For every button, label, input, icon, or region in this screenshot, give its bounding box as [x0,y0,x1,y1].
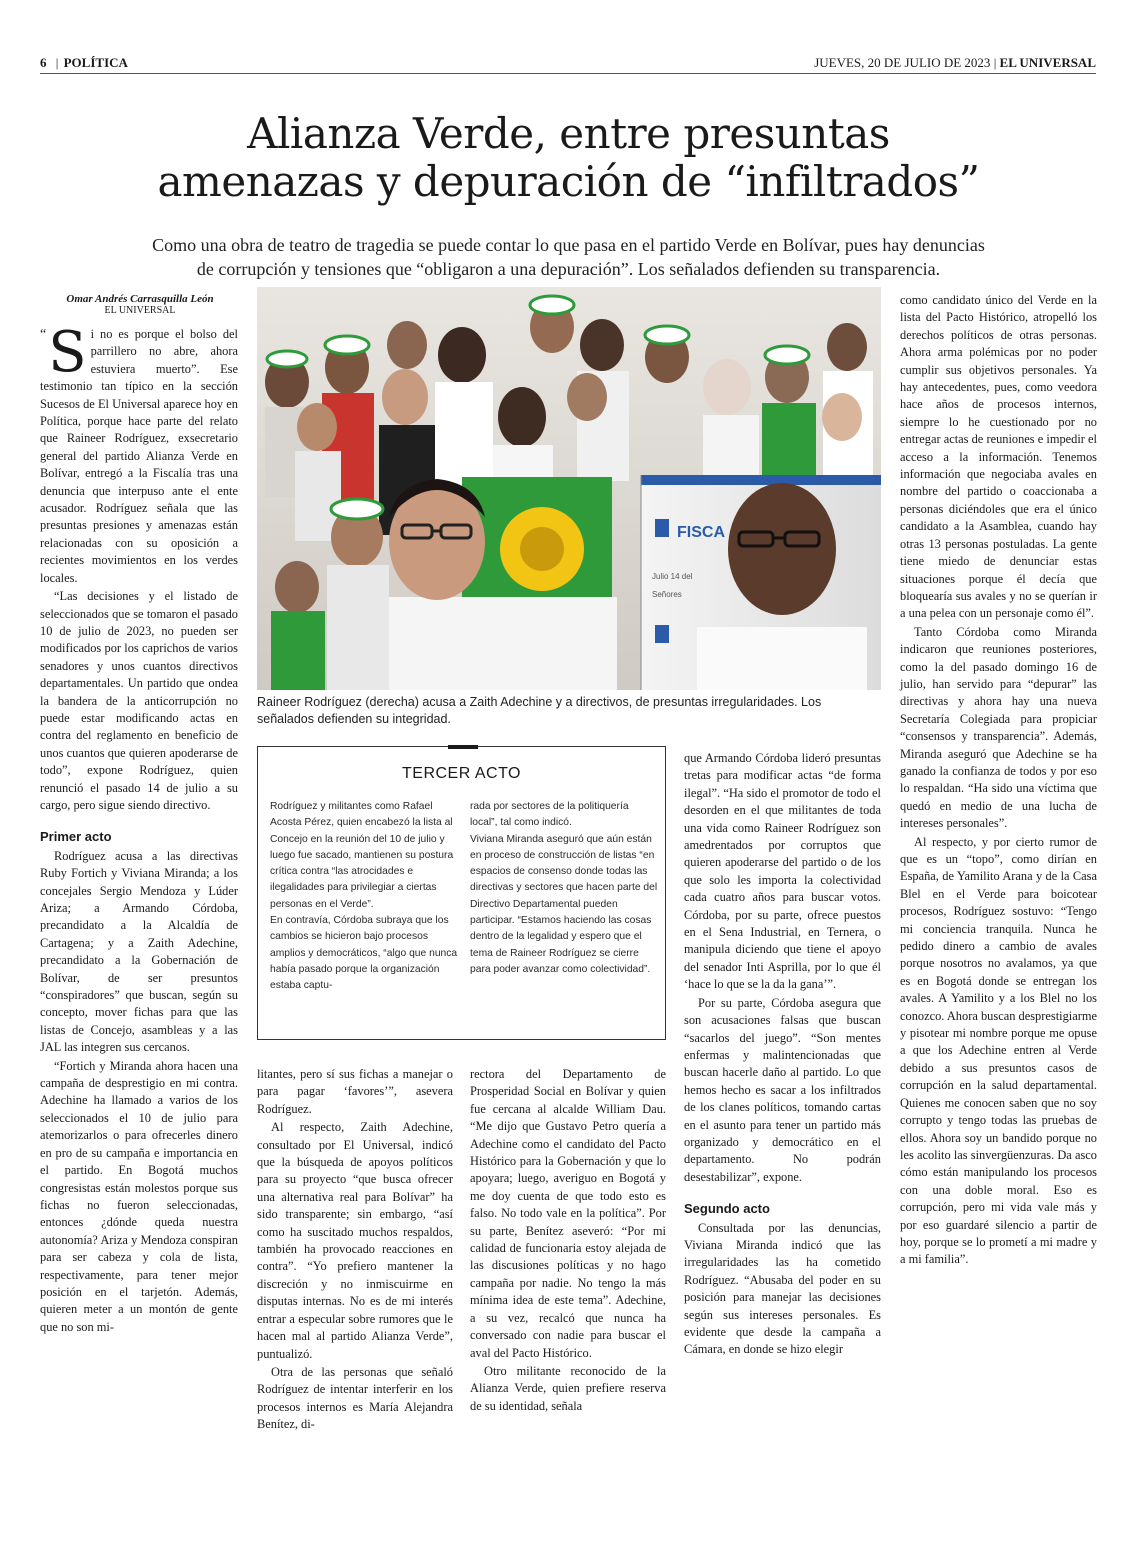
paragraph-text: i no es porque el bolso del parrillero no abre, ahora estuviera muerto”. Ese testimonio tan típico en la sección Sucesos de El Universal aparece hoy en Política, porque hace parte del relato que Raineer Rodríguez, exsecretario general del partido Alianza Verde en Bolívar, entregó a la Fiscalía tras una denuncia que interpuso ante el ente acusador. Rodríguez señala que las presuntas presiones y amenazas están relacionadas con su oposición a recientes movimientos en los verdes locales. [40,327,238,585]
byline-author: Omar Andrés Carrasquilla León [66,293,214,305]
paragraph: rectora del Departamento de Prosperidad Social en Bolívar y quien fue cercana al alcalde William Dau. “Me dijo que Gustavo Petro quería a Adechine como el candidato del Pacto Histórico para la Gobernación y que lo apoyara; luego, averiguo en Bogotá y me doy cuenta de que todo esto es falso. No todo vale en la política”. Por su parte, Benítez aseveró: “Por mi calidad de funcionaria estoy alejada de las discusiones políticas y no hago campaña por nadie. No tengo la más mínima idea de este tema”. Adechine, a su vez, recalcó que nunca ha conversado con nadie para buscar el aval del Pacto Histórico. [470,1067,666,1360]
box-column-left [270,799,458,995]
sidebar-box-tercer-acto [257,746,666,1040]
deck-line-2: de corrupción y tensiones que “obligaron a una depuración”. Los señalados defienden su transparencia. [196,259,941,279]
article-column-4 [684,750,881,1360]
headline-line-2: amenazas y depuración de “infiltrados” [157,157,980,206]
section-name: POLÍTICA [63,55,128,70]
subhead-segundo-acto: Segundo acto [684,1201,770,1217]
page-number: 6 [40,55,47,70]
article-column-3 [470,1066,666,1416]
headline [0,110,1137,206]
paragraph: Rodríguez acusa a las directivas Ruby Fortich y Viviana Miranda; a los concejales Sergio Mendoza y Lúder Ariza; a Armando Córdoba, precandidato a la Alcaldía de Cartagena; y a Zaith Adechine, precandidato a la Gobernación de Bolívar, de ser presuntos “conspiradores” que buscan, según su concepto, mover fichas para que las listas de Concejo, asambleas y a las JAL las integren sus cercanos. [40,848,238,1055]
article-column-1 [40,320,238,1337]
sign-text-fiscalia: FISCA [677,524,725,541]
group-photo-illustration [257,287,881,690]
paragraph: Otra de las personas que señaló Rodríguez de intentar interferir en los procesos internos es María Alejandra Benítez, di- [257,1364,453,1432]
photo-caption: Raineer Rodríguez (derecha) acusa a Zaith Adechine y a directivos, de presuntas irregularidades. Los señalados defienden su integridad. [257,695,822,726]
paragraph: Al respecto, Zaith Adechine, consultado por El Universal, indicó que la búsqueda de apoyos políticos para su proyecto “que busca ofrecer una alternativa real para Bolívar” ha sido transparente; sin embargo, “así como ha suscitado muchos respaldos, también ha provocado reacciones en contra”. “Yo prefiero mantener la discreción y no inmiscuirme en disputas internas. No es de mi interés entrar a especular sobre rumores que le hacen mal al partido Alianza Verde”, puntualizó. [257,1120,453,1361]
paragraph: “Fortich y Miranda ahora hacen una campaña de desprestigio en mi contra. Adechine ha llamado a varios de los seleccionados el 10 de julio para atemorizarlos o para ofrecerles dinero en pro de su campaña e importancia en el partido. En Bogotá muchos congresistas están molestos porque sus fichas no fueron seleccionadas, entonces ¿dónde queda nuestra autonomía? Ariza y Mendoza conspiran para ser cabeza y cola de lista, respectivamente, para tener mejor posición en el tarjetón. Además, quieren meter a un montón de gente que no son mi- [40,1058,238,1334]
paragraph: Al respecto, y por cierto rumor de que es un “topo”, como dirían en España, de Yamilito Arana y de la Casa Blel en el Verde para boicotear procesos, Rodríguez sostuvo: “Tengo mi conciencia tranquila. Nunca he pedido dinero a cambio de avales porque nosotros no avalamos, ya que es en Bogotá donde se entregan los avales. A Yamilito y a los Blel no los conozco. Ahora buscan desprestigiarme y pisotear mi nombre porque me opuse a que los Adechine entren al Verde debido a sus presuntos casos de corrupción en la salud departamental. Quienes me conocen saben que no soy corrupto y tengo todas las pruebas de ellos. Ahora soy un bandido porque no les acolito las sinvergüenzuras. Da asco cómo están manipulando los procesos con una doble moral. Eso es corrupción, pero mi vida vale más y por eso guardaré silencio a partir de hoy, porque se lo prometí a mi madre y a mi familia”. [900,834,1097,1267]
article-column-2 [257,1066,453,1435]
deck-line-1: Como una obra de teatro de tragedia se puede contar lo que pasa en el partido Verde en Bolívar, pues hay denuncias [152,235,985,255]
byline [40,293,240,316]
paragraph: litantes, pero sí sus fichas a manejar o para pagar ‘favores’”, asevera Rodríguez. [257,1067,453,1116]
paragraph: Por su parte, Córdoba asegura que son acusaciones falsas que buscan “sacarlos del juego”. “Son mentes enfermas y malintencionadas que buscan hacerle daño al partido. Lo que hemos hecho es sacar a los infiltrados de los clanes políticos, tomando cartas en el asunto para tener un partido más organizado y democrático en el departamento. No podrán desestabilizar”, expone. [684,995,881,1184]
page-header [40,52,1096,74]
sign-text-senores: Señores [652,590,682,599]
newspaper-name: EL UNIVERSAL [999,55,1096,70]
sign-text-date: Julio 14 del [652,572,693,581]
box-paragraph: rada por sectores de la politiquería local”, tal como indicó. [470,801,629,829]
article-column-5 [900,292,1097,1270]
box-paragraph: En contravía, Córdoba subraya que los cambios se hicieron bajo procesos amplios y democráticos, “algo que nunca había pasado porque la organización estaba captu- [270,915,458,992]
paragraph: Otro militante reconocido de la Alianza Verde, quien prefiere reserva de su identidad, señala [470,1363,666,1413]
lead-paragraph: “ S i no es porque el bolso del parrillero no abre, ahora estuviera muerto”. Ese testimonio tan típico en la sección Sucesos de El Universal aparece hoy en Política, porque hace parte del relato que Raineer Rodríguez, exsecretario general del partido Alianza Verde en Bolívar, entregó a la Fiscalía tras una denuncia que interpuso ante el ente acusador. Rodríguez señala que las presuntas presiones y amenazas están relacionadas con su oposición a recientes movimientos en los verdes locales. [40,320,238,585]
article-photo [257,287,881,690]
box-paragraph: Viviana Miranda aseguró que aún están en proceso de construcción de listas “en espacios de consenso donde todas las directivas y sectores que hacen parte del Directivo Departamental pueden participar. “Estamos haciendo las cosas dentro de la legalidad y espero que el tema de Raineer Rodríguez se cierre para poder avanzar como colectividad”. [470,833,658,975]
box-column-right [470,799,658,978]
box-tab-marker [448,745,478,749]
paragraph: como candidato único del Verde en la lista del Pacto Histórico, atropelló los derechos políticos de otras personas. Ahora arma polémicas por no poder cumplir sus objetivos personales. Ya hay antecedentes, pues, como veedora hace años de procesos internos, siempre lo he cuestionado por no entregar actas de reuniones e impedir el acceso a la información. Tenemos información que negociaba avales en nombre del partido o coaccionaba a personas diciéndoles que era el único candidato a la Asamblea, cuando hay otras 13 personas postuladas. La gente tiene miedo de denunciar estas situaciones porque él decía que bloquearía sus avales y no se querían ir a una pelea con un personaje como él”. [900,293,1097,621]
paragraph: Tanto Córdoba como Miranda indicaron que reuniones posteriores, como la del pasado domingo 16 de julio, han servido para “depurar” las directivas y ahora hay una nueva Secretaría Colegiada para propiciar “consensos y transparencia”. Además, Miranda aseguró que Adechine se ha ganado la confianza de todos y por eso lo respaldan. “Ha sido una víctima que quedó en medio de una lucha de intereses personales”. [900,624,1097,831]
deck [90,233,1047,281]
issue-date: JUEVES, 20 DE JULIO DE 2023 [814,55,991,70]
byline-org: EL UNIVERSAL [104,305,176,316]
paragraph: “Las decisiones y el listado de seleccionados que se tomaron el pasado 10 de julio de 2023, no pueden ser modificados por los caprichos de varios senadores y unos cuantos directivos departamentales. Un partido que ondea la bandera de la anticorrupción no puede estar modificando actas en contra del reglamento en beneficio de unos cuantos que quieren apoderarse de todo”, expone Rodríguez, quien renunció el pasado 14 de julio a su cargo, pero sigue siendo directivo. [40,589,238,812]
page-section: 6 | POLÍTICA [40,55,128,70]
drop-cap: S [48,320,87,385]
paragraph: Consultada por las denuncias, Viviana Miranda indicó que las irregularidades las ha cometido Rodríguez. “Abusaba del poder en su posición para manejar las decisiones según sus intereses personales. Es evidente que desde la campaña a Cámara, en donde se hizo elegir [684,1220,881,1357]
box-title: TERCER ACTO [402,765,521,782]
box-paragraph: Rodríguez y militantes como Rafael Acosta Pérez, quien encabezó la lista al Concejo en la reunión del 10 de julio y luego fue sacado, mantienen su postura crítica contra “las atrocidades e ilegalidades para privilegiar a ciertas personas en el Verde”. [270,801,454,910]
subhead-primer-acto: Primer acto [40,829,112,845]
headline-line-1: Alianza Verde, entre presuntas [247,109,890,158]
paragraph: que Armando Córdoba lideró presuntas tretas para modificar actas “de forma ilegal”. “Ha sido el promotor de todo el desorden en el que militantes de toda una vida como Raineer Rodríguez son amedrentados por corruptos que quieren apoderarse del partido o de los que solo les importa la colectividad cada cuatro años para buscar votos. Córdoba, por su parte, ofrece puestos en el Sena Industrial, en Ternera, o manipula diciendo que tiene el apoyo del senador Inti Asprilla, por lo que él ‘hace lo que se la da la gana’”. [684,751,881,992]
issue-date-line: JUEVES, 20 DE JULIO DE 2023 | EL UNIVERSAL [814,55,1096,70]
